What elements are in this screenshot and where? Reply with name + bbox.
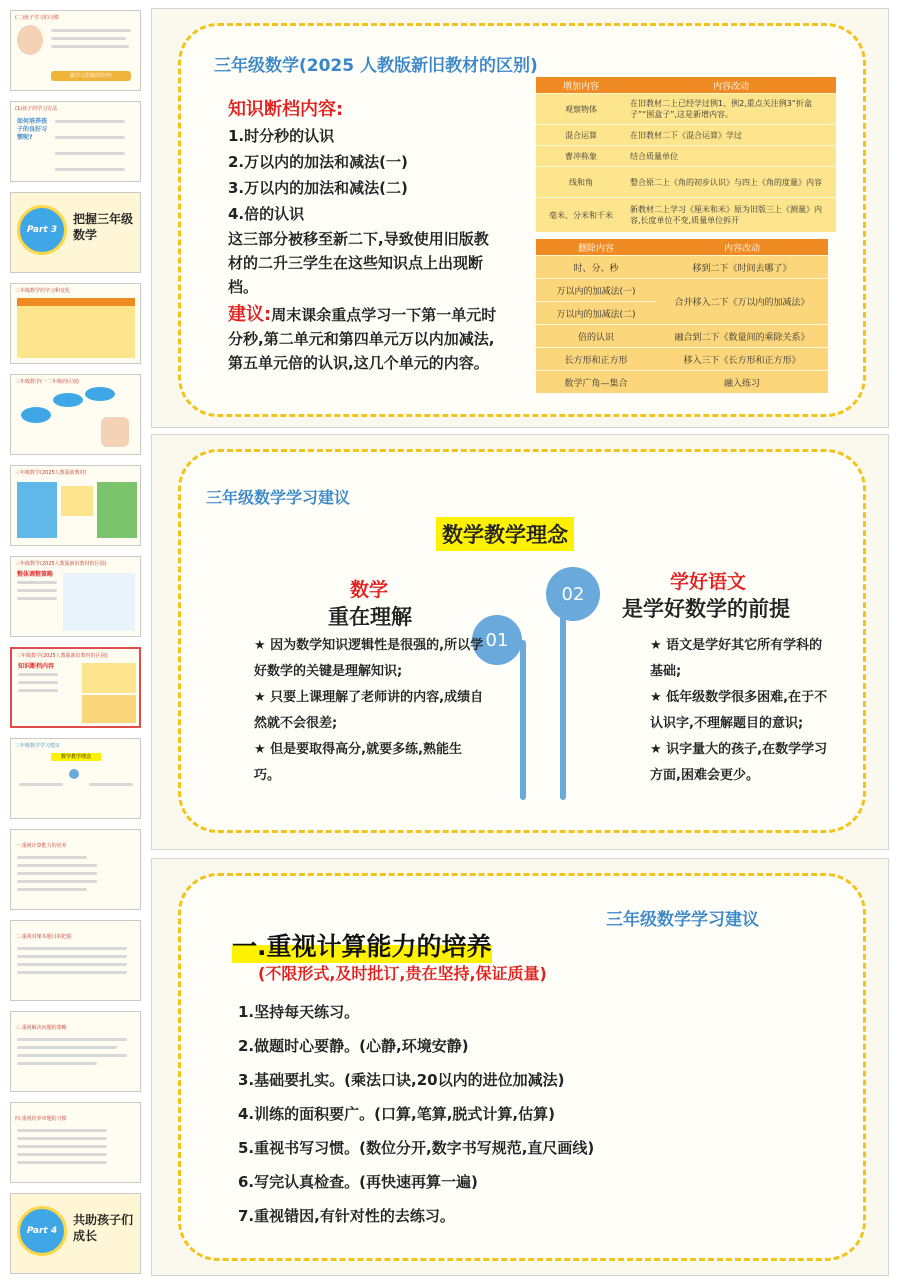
table-cell: 结合质量单位 <box>626 146 836 167</box>
left-black-heading: 重在理解 <box>328 605 412 629</box>
gap-item: 2.万以内的加法和减法(一) <box>228 153 408 171</box>
thumb-title: 四.重视培养审题的习惯 <box>15 1116 67 1122</box>
bullet-item: ★ 识字量大的孩子,在数学学习方面,困难会更少。 <box>650 742 828 783</box>
bullet-item: ★ 语文是学好其它所有学科的基础; <box>650 638 823 679</box>
right-black-heading: 是学好数学的前提 <box>622 597 790 621</box>
section-heading: 一.重视计算能力的培养 <box>232 927 492 963</box>
suggestion-text: 周末课余重点学习一下第一单元时分秒,第二单元和第四单元万以内加减法,第五单元倍的认识,这几个单元的内容。 <box>228 306 497 372</box>
table-cell: 数学广角—集合 <box>536 371 656 394</box>
table-row <box>536 94 836 125</box>
slide-thumbnail-rail <box>0 0 150 1286</box>
gap-paragraph: 这三部分被移至新二下,导致使用旧版教材的二升三学生在这些知识点上出现断档。 <box>228 230 489 296</box>
slide-thumbnail-11[interactable] <box>10 920 141 1001</box>
suggestion-label: 建议: <box>228 304 272 325</box>
slide-thumbnail-12[interactable] <box>10 1011 141 1092</box>
advice-item: 1.坚持每天练习。 <box>238 1003 360 1021</box>
thumb-title: 二.重视对课本题目的把握 <box>15 934 72 940</box>
table-cell: 移入三下《长方形和正方形》 <box>656 348 828 371</box>
section-subheading: (不限形式,及时批订,贵在坚持,保证质量) <box>258 964 547 983</box>
part-badge: Part 3 <box>17 205 67 255</box>
table-row <box>536 279 828 302</box>
advice-item: 6.写完认真检查。(再快速再算一遍) <box>238 1173 478 1191</box>
added-content-table <box>536 77 836 232</box>
table-cell: 曹冲称象 <box>536 146 626 167</box>
slide-calculation-skills <box>151 858 889 1276</box>
child-illustration <box>17 25 43 55</box>
table-cell: 新教材二上学习《厘米和米》原为旧版三上《测量》内容,长度单位不变,质量单位拆开 <box>626 198 836 233</box>
step-circle-02: 02 <box>546 567 600 621</box>
thumb-title: 三年级数学学习建议 <box>15 743 61 749</box>
table-cell: 在旧教材二上已经学过例1、例2,重点关注例3“折盒子”“围盒子”,这是新增内容。 <box>626 94 836 125</box>
gap-item: 4.倍的认识 <box>228 205 305 223</box>
table-cell: 融合到二下《数量间的乘除关系》 <box>656 325 828 348</box>
table-row <box>536 371 828 394</box>
table-cell: 在旧教材二下《混合运算》学过 <box>626 125 836 146</box>
table-row <box>536 348 828 371</box>
table-header: 内容改动 <box>656 239 828 256</box>
table-row <box>536 146 836 167</box>
table-header: 内容改动 <box>626 77 836 94</box>
suggestion <box>228 303 500 375</box>
left-bullet-list <box>254 633 486 789</box>
step-circle-01: 01 <box>472 615 522 665</box>
left-red-heading: 数学 <box>350 579 389 601</box>
bullet-item: ★ 低年级数学很多困难,在于不认识字,不理解题目的意识; <box>650 690 828 731</box>
concept-banner: 数学教学理念 <box>436 517 574 551</box>
right-bullet-list <box>650 633 830 789</box>
table-cell: 观察物体 <box>536 94 626 125</box>
right-red-heading: 学好语文 <box>670 571 747 593</box>
bullet-item: ★ 因为数学知识逻辑性是很强的,所以学好数学的关键是理解知识; <box>254 638 484 679</box>
gap-item: 1.时分秒的认识 <box>228 127 335 145</box>
table-row <box>536 167 836 198</box>
table-cell: 混合运算 <box>536 125 626 146</box>
slide-title: 三年级数学学习建议 <box>206 488 351 507</box>
thumb-title: 三年级数学(2025人教版新教材) <box>15 470 87 476</box>
slide-thumbnail-3[interactable] <box>10 192 141 273</box>
book-cover-new <box>97 482 137 538</box>
thumb-caption: 如何培养孩子的良好习惯呢? <box>17 118 48 141</box>
slide-thumbnail-10[interactable] <box>10 829 141 910</box>
book-cover-old <box>17 482 57 538</box>
thumb-caption: 共助孩子们成长 <box>73 1213 134 1243</box>
part-badge: Part 4 <box>17 1206 67 1256</box>
deleted-content-table <box>536 239 828 393</box>
table-cell: 毫米、分米和千米 <box>536 198 626 233</box>
slide-thumbnail-8[interactable] <box>10 647 141 728</box>
table-cell: 融入练习 <box>656 371 828 394</box>
thumb-caption: 数学教学理念 <box>51 753 101 761</box>
thumb-caption: 知识断档内容 <box>18 663 55 670</box>
table-cell: 线和角 <box>536 167 626 198</box>
slide-textbook-differences <box>151 8 889 428</box>
thumb-title: 三年级数学(2025人教版新旧教材的区别) <box>15 561 107 567</box>
slide-thumbnail-2[interactable] <box>10 101 141 182</box>
thumb-title: 一.重视计算能力的培养 <box>15 843 67 849</box>
thumb-title: (1)孩子的学习方法 <box>15 106 58 112</box>
slide-thumbnail-6[interactable] <box>10 465 141 546</box>
timeline-line <box>520 640 526 800</box>
thumb-caption: 整体调整策略 <box>17 571 54 578</box>
table-row <box>536 325 828 348</box>
slide-thumbnail-9[interactable] <box>10 738 141 819</box>
table-cell: 倍的认识 <box>536 325 656 348</box>
slide-thumbnail-7[interactable] <box>10 556 141 637</box>
slide-thumbnail-4[interactable] <box>10 283 141 364</box>
advice-item: 2.做题时心要静。(心静,环境安静) <box>238 1037 469 1055</box>
bullet-item: ★ 只要上课理解了老师讲的内容,成绩自然就不会很差; <box>254 690 484 731</box>
table-cell: 万以内的加减法(一) <box>536 279 656 302</box>
table-cell: 时、分、秒 <box>536 256 656 279</box>
table-row <box>536 256 828 279</box>
advice-item: 5.重视书写习惯。(数位分开,数字书写规范,直尺画线) <box>238 1139 595 1157</box>
table-cell: 合并移入二下《万以内的加减法》 <box>656 279 828 325</box>
section-heading: 知识断档内容: <box>228 99 344 120</box>
table-cell: 长方形和正方形 <box>536 348 656 371</box>
slide-thumbnail-13[interactable] <box>10 1102 141 1183</box>
slide-thumbnail-5[interactable] <box>10 374 141 455</box>
thumb-title: 三年级数学(2025人教版新旧教材的区别) <box>16 653 108 659</box>
table-header: 删除内容 <box>536 239 656 256</box>
thumb-title: (二)孩子学习的习惯 <box>15 15 59 21</box>
thumb-caption: 做学习思维的培养! <box>51 71 131 81</box>
table-cell: 移到二下《时间去哪了》 <box>656 256 828 279</box>
table-row <box>536 198 836 233</box>
table-row <box>536 125 836 146</box>
bullet-item: ★ 但是要取得高分,就要多练,熟能生巧。 <box>254 742 463 783</box>
slide-thumbnail-14[interactable] <box>10 1193 141 1274</box>
thumb-title: 三年级数学的学习和变化 <box>15 288 71 294</box>
table-cell: 整合原二上《角的初步认识》与四上《角的度量》内容 <box>626 167 836 198</box>
table-cell: 万以内的加减法(二) <box>536 302 656 325</box>
thumb-title: 三.重视解决问题的策略 <box>15 1025 67 1031</box>
table-header: 增加内容 <box>536 77 626 94</box>
slide-thumbnail-1[interactable] <box>10 10 141 91</box>
thumb-title: 三年级数学(一二年级的区别) <box>15 379 79 385</box>
gap-list <box>228 123 408 227</box>
advice-item: 7.重视错因,有针对性的去练习。 <box>238 1207 455 1225</box>
thumb-table <box>17 298 135 358</box>
thumb-caption: 把握三年级数学 <box>73 212 134 242</box>
advice-item: 3.基础要扎实。(乘法口诀,20以内的进位加减法) <box>238 1071 565 1089</box>
slide-title: 三年级数学(2025 人教版新旧教材的区别) <box>214 56 538 76</box>
slide-corner-title: 三年级数学学习建议 <box>606 910 759 930</box>
gap-item: 3.万以内的加法和减法(二) <box>228 179 408 197</box>
teacher-illustration <box>101 417 129 447</box>
slide-learning-advice <box>151 434 889 850</box>
advice-item: 4.训练的面积要广。(口算,笔算,脱式计算,估算) <box>238 1105 555 1123</box>
